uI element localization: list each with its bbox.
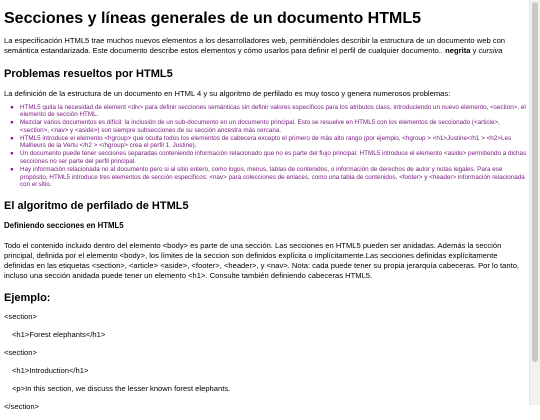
intro-text: La especificación HTML5 trae muchos nuevos elementos a los desarrolladores web, permitiéndoles describir la estructura de un documento web con semántica estandarizada. Este documento describe estos elementos y cómo usarlos para definir el perfil de cualquier documento.. — [4, 36, 506, 55]
intro-paragraph — [4, 36, 528, 55]
list-item-text: Mezclar varios documentos es difícil: la inclusión de un sub-documento en un documento principal. Esto se resuelve en HTML5 con los elementos de seccionado (<article>, <section>, <nav> y <aside>) son siempre subsecciones de su sección ancestra más cercana. — [20, 119, 500, 134]
bullet-icon: ● — [10, 165, 14, 173]
code-line: <p>In this section, we discuss the lesser known forest elephants. — [12, 384, 231, 394]
bullet-icon: ● — [10, 103, 14, 111]
list-item-text: HTML5 quita la necesidad de element <div> para definir secciones semánticas sin definir valores específicos para los atributos class, introduciendo un nuevo elemento, <section>, el elemento de sección HTML. — [20, 103, 526, 119]
page-title: Secciones y líneas generales de un documento HTML5 — [4, 10, 422, 27]
list-item — [10, 150, 528, 166]
list-item — [10, 104, 528, 120]
algorithm-subheading: Definiendo secciones en HTML5 — [4, 221, 124, 231]
problems-paragraph: La definición de la estructura de un documento en HTML 4 y su algoritmo de perfilado es muy tosco y genera numerosos problemas: — [4, 89, 451, 98]
scrollbar-thumb[interactable] — [532, 2, 538, 362]
intro-italic: cursiva — [478, 45, 503, 55]
example-heading: Ejemplo: — [4, 292, 51, 305]
list-item — [10, 135, 528, 151]
bullet-icon: ● — [10, 134, 14, 142]
algorithm-paragraph: Todo el contenido incluido dentro del elemento <body> es parte de una sección. Las secciones en HTML5 pueden ser anidadas. Además la sección principal, definida por el elemento <body>, los límites de la seccion son definidos explícita o implícitamente.Las secciones definidas explícitamente definidas en las etiquetas <section>, <article> <aside>, <footer>, <header>, y <nav>. Nota: cada puede tener su propia jerarquía cabeceras. Por lo tanto, incluso una sección anidada puede tener un elemento <h1>. Consulte también definiendo cabeceras HTML5. — [4, 241, 520, 280]
code-line: <h1>Forest elephants</h1> — [12, 330, 106, 340]
code-line: <h1>Introduction</h1> — [12, 366, 89, 376]
code-line: <section> — [4, 348, 37, 358]
problems-heading: Problemas resueltos por HTML5 — [4, 68, 173, 80]
list-item — [10, 119, 528, 135]
list-item-text: Un documento puede tener secciones separadas conteniendo información relacionado que no es parte del flujo principal. HTML5 introduce el elemento <aside> permitiendo a dichas secciones no ser parte del perfil principal. — [20, 150, 527, 166]
code-line: </section> — [4, 402, 40, 412]
list-item — [10, 166, 528, 189]
bullet-icon: ● — [10, 150, 14, 158]
problems-list — [4, 104, 528, 190]
intro-connector: y — [470, 45, 479, 55]
bullet-icon: ● — [10, 119, 14, 127]
vertical-scrollbar[interactable] — [529, 0, 540, 405]
list-item-text: HTML5 introduce el elemento <hgroup> que oculta todos los elementos de cabecera excepto el primero de más alto rango (por ejemplo, <hgroup > <h1>Justine</h1 > <h2>Les Malheurs de la Vertu </h2 > </hgroup> crea el perfil 1. Justine). — [20, 134, 512, 150]
algorithm-heading: El algoritmo de perfilado de HTML5 — [4, 200, 189, 213]
intro-bold: negrita — [445, 45, 471, 55]
document-page — [4, 4, 528, 420]
code-line: <section> — [4, 312, 37, 322]
list-item-text: Hay información relacionada no al documento pero si al sitio entero, como logos, menus, tablas de contenidos, o información de derechos de autor y notas legales. Para ese propósito, HTML5 introduce tres elementos de sección específicos: <nav> para colecciones de enlaces, como una tabla de contenidos, <footer> y <header> información relacionada con el sitio. — [20, 165, 525, 189]
